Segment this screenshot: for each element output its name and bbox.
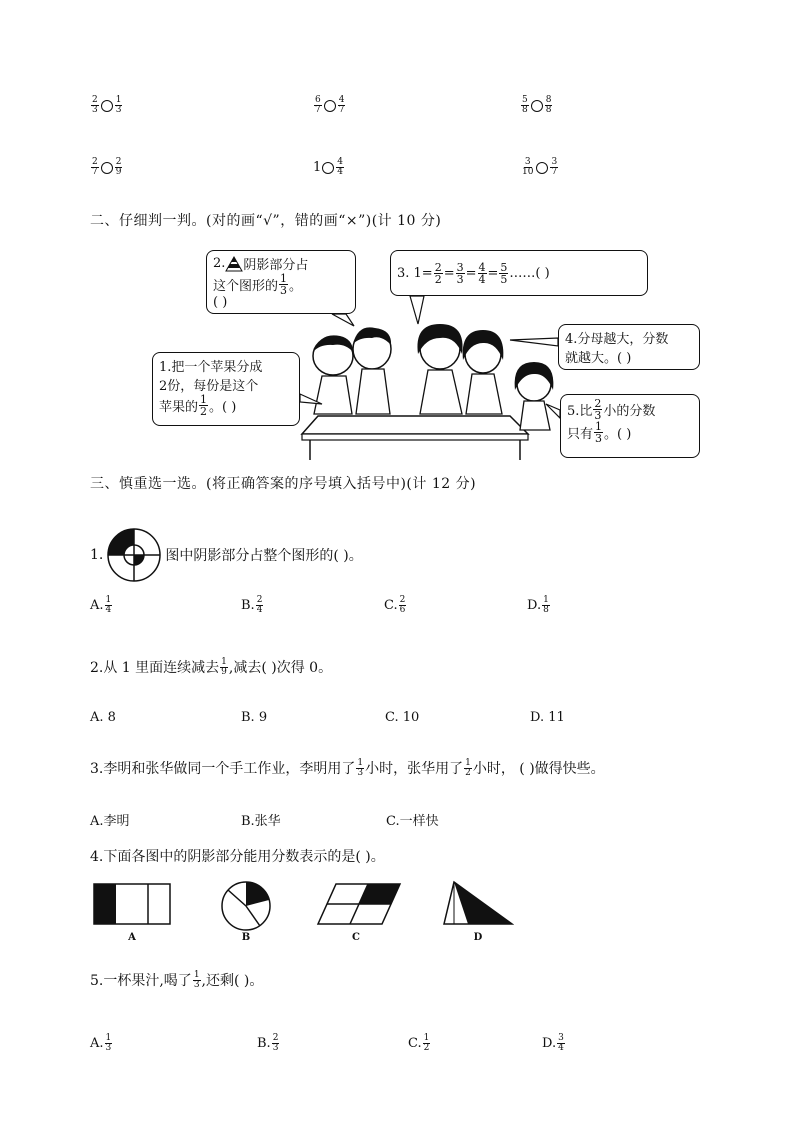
cartoon-panel — [150, 244, 705, 460]
q1-option-d[interactable]: D. $\frac{1}{8}$ — [527, 595, 549, 615]
figure-d-label: D — [473, 932, 483, 943]
figure-b-circle — [220, 880, 272, 932]
section-2-heading: 二、仔细判一判。(对的画“√”，错的画“×”)(计 10 分) — [90, 213, 442, 229]
compare-item: 1 $\frac{4}{4}$ — [313, 157, 344, 177]
compare-circle[interactable] — [101, 100, 113, 112]
question-2: 2.从 1 里面连续减去 $\frac{1}{9}$ ,减去( )次得 0。 — [90, 656, 333, 677]
circle-fraction-figure — [106, 527, 162, 583]
q1-option-c[interactable]: C. $\frac{2}{6}$ — [384, 595, 406, 615]
q5-option-d[interactable]: D. $\frac{3}{4}$ — [542, 1033, 564, 1053]
figure-b-label: B — [241, 932, 251, 943]
compare-item: $\frac{3}{10}$ $\frac{3}{7}$ — [522, 157, 558, 177]
question-4: 4.下面各图中的阴影部分能用分数表示的是( )。 — [90, 849, 385, 865]
q2-option-b[interactable]: B. 9 — [241, 710, 268, 725]
compare-item: $\frac{2}{3}$ $\frac{1}{3}$ — [92, 95, 122, 115]
figure-a-rectangle — [92, 882, 172, 928]
child-figure-5 — [515, 362, 554, 430]
question-3: 3.李明和张华做同一个手工作业，李明用了 $\frac{1}{3}$ 小时，张华用了 $\frac{1}{2}$ 小时， ( )做得快些。 — [90, 757, 605, 778]
figure-c-parallelogram — [316, 882, 402, 928]
q5-option-a[interactable]: A. $\frac{1}{3}$ — [90, 1033, 112, 1053]
figure-c-label: C — [352, 932, 360, 943]
figure-d-triangle — [442, 880, 514, 928]
q2-option-c[interactable]: C. 10 — [385, 710, 420, 725]
speech-bubble-2: 2. 阴影部分占 这个图形的 $\frac{1}{3}$ 。 ( ) — [206, 250, 356, 314]
speech-bubble-4: 4.分母越大，分数 就越大。( ) — [558, 324, 700, 370]
compare-circle[interactable] — [322, 162, 334, 174]
figure-a-label: A — [128, 932, 136, 943]
q3-option-a[interactable]: A.李明 — [90, 814, 130, 829]
compare-item: $\frac{5}{8}$ $\frac{8}{8}$ — [522, 95, 552, 115]
q1-option-b[interactable]: B. $\frac{2}{4}$ — [241, 595, 263, 615]
q5-option-b[interactable]: B. $\frac{2}{3}$ — [257, 1033, 279, 1053]
q5-option-c[interactable]: C. $\frac{1}{2}$ — [408, 1033, 430, 1053]
compare-circle[interactable] — [101, 162, 113, 174]
question-1: 1. 图中阴影部分占整个图形的( )。 — [90, 527, 363, 583]
q3-option-b[interactable]: B.张华 — [241, 814, 281, 829]
compare-item: $\frac{2}{7}$ $\frac{2}{9}$ — [92, 157, 122, 177]
child-figure-4 — [463, 330, 504, 414]
compare-circle[interactable] — [536, 162, 548, 174]
q2-option-a[interactable]: A. 8 — [90, 710, 116, 725]
speech-bubble-5: 5.比 $\frac{2}{3}$ 小的分数 只有 $\frac{1}{3}$ 。( ) — [560, 394, 700, 458]
compare-circle[interactable] — [531, 100, 543, 112]
section-3-heading: 三、慎重选一选。(将正确答案的序号填入括号中)(计 12 分) — [90, 476, 477, 492]
speech-bubble-1: 1.把一个苹果分成 2份，每份是这个 苹果的 $\frac{1}{2}$ 。( ) — [152, 352, 300, 426]
speech-bubble-3: 3. 1= $\frac{2}{2}$ = $\frac{3}{3}$ = $\frac{4}{4}$ = $\frac{5}{5}$ ……( ) — [390, 250, 648, 296]
triangle-shaded-icon — [225, 256, 243, 272]
question-5: 5.一杯果汁,喝了 $\frac{1}{3}$ ,还剩( )。 — [90, 969, 264, 990]
compare-item: $\frac{6}{7}$ $\frac{4}{7}$ — [315, 95, 345, 115]
compare-circle[interactable] — [324, 100, 336, 112]
q2-option-d[interactable]: D. 11 — [530, 710, 565, 725]
q3-option-c[interactable]: C.一样快 — [386, 814, 439, 829]
child-figure-3 — [417, 324, 462, 414]
q1-option-a[interactable]: A. $\frac{1}{4}$ — [90, 595, 112, 615]
child-figure-2 — [353, 327, 391, 414]
